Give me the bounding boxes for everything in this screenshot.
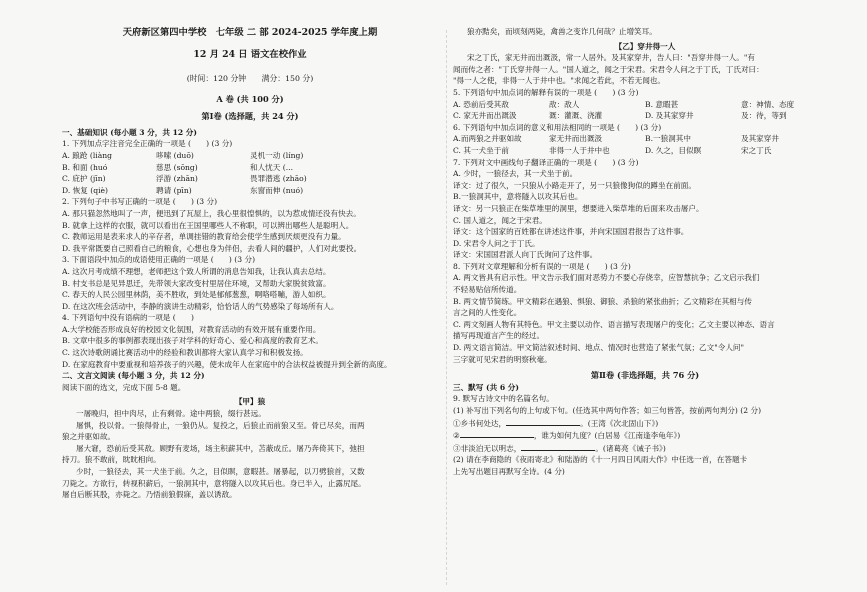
q6-opt-cell: 宋之丁氏 (741, 145, 772, 155)
answer-blank[interactable] (460, 429, 534, 438)
q6-opt-cell: 家无井而出溉汲 (549, 134, 603, 144)
q9-source: ，谁为如何九度？(白居易《江南逢李龟年》) (533, 431, 681, 441)
passage-jia-end: 狼亦黠矣，而顷刻两毙，禽兽之变诈几何哉？止增笑耳。 (467, 27, 657, 36)
q5-opt-cell: B. 意暇甚 (645, 99, 679, 109)
q6-opt-cell: B.一狼洞其中 (645, 134, 691, 144)
q9-source: 。(诸葛亮《诫子书》) (595, 443, 666, 453)
q7-item: C. 国人道之，闻之于宋君。 (453, 215, 547, 225)
q8-line: D. 两文语言简洁。甲文简洁叙述时间、地点、情况时也营造了紧张气氛；乙文"令人问" (453, 343, 745, 353)
q7-item: B.一狼洞其中，意将隧入以攻其后也。 (453, 192, 583, 202)
exam-meta: (时间：120 分钟 满分：150 分) (186, 74, 314, 83)
question-3: 3. 下面语段中加点的成语使用正确的一项是 ( ) (3 分) (62, 255, 256, 265)
q1-opt-cell: 灵机一动 (líng) (250, 150, 304, 160)
q4-option-b: B. 文章中很多的事例都表现出孩子对学科的好奇心、爱心和高度的教育艺术。 (62, 336, 323, 346)
q1-opt-cell (344, 162, 438, 174)
question-1-options (62, 150, 438, 196)
q6-opt-cell: C. 其一犬坐于前 (453, 145, 509, 155)
right-column (453, 0, 837, 592)
q8-line: 描写再现道言产生的经过。 (453, 331, 545, 341)
q9-blank-line-3 (453, 442, 837, 455)
q8-line: 言之间的人性变化。 (453, 308, 522, 318)
q7-item: 译文：过了很久，一只狼从小路走开了，另一只狼像狗似的蹲坐在前面。 (453, 180, 696, 190)
q9-source: 。(王湾《次北固山下》) (580, 418, 659, 428)
q1-opt-cell (344, 185, 438, 197)
q1-opt-cell: C. 庇护 (jīn) (62, 174, 106, 184)
passage-jia-line: 持刀。狼不敢前，眈眈相向。 (62, 455, 161, 465)
column-divider (446, 30, 447, 585)
q5-opt-cell: C. 家无井而出溉汲 (453, 111, 517, 121)
q6-opt-cell: 及其家穿井 (741, 134, 779, 144)
q8-line: 不轻易贴信所传道。 (453, 285, 522, 295)
q2-option-b: B. 就拿上这样的衣服，就可以看出在王国里哪些人不称职，可以辨出哪些人是聪明人。 (62, 220, 354, 230)
question-2: 2. 下列句子中书写正确的一项是 ( ) (3 分) (62, 197, 218, 207)
question-1: 1. 下列加点字注音完全正确的一项是 ( ) (3 分) (62, 139, 233, 149)
q8-line: A. 两文皆具有启示性。甲文告示我们面对恶势力不要心存侥幸，应智慧抗争；乙文启示我们 (453, 273, 760, 283)
q1-opt-cell (344, 173, 438, 185)
passage-jia-line: 屠大窘，恐前后受其敌。顾野有麦场，场主积薪其中，苫蔽成丘。屠乃奔倚其下，弛担 (76, 443, 365, 453)
answer-blank[interactable] (506, 417, 580, 426)
exam-subtitle: 12 月 24 日 语文在校作业 (193, 49, 307, 60)
exam-title: 天府新区第四中学校 七年级 二 部 2024-2025 学年度上期 (122, 27, 378, 38)
q4-option-c: C. 这次诗歌朗诵比赛活动中的经验和教训都将大家认真学习和积极发扬。 (62, 348, 308, 358)
q7-item: A. 少时，一狼径去，其一犬坐于前。 (453, 169, 578, 179)
volume-a-heading: A 卷 (共 100 分) (216, 93, 284, 104)
q5-opt-cell: 意：神情、态度 (741, 99, 795, 109)
passage-jia-line: 狼之并驱如故。 (62, 432, 116, 442)
answer-blank[interactable] (521, 442, 595, 451)
q5-opt-cell: 敌：敌人 (549, 99, 580, 109)
q8-line: C. 两文刻画人物有其特色。甲文主要以动作、语言描写表现屠户的变化；乙文主要以神态、语言 (453, 319, 775, 329)
q1-opt-cell: 慈思 (sōng) (156, 162, 198, 172)
q1-opt-cell: 浮游 (zhān) (156, 174, 198, 184)
part2-heading: 第Ⅱ卷 (非选择题，共 76 分) (590, 370, 700, 381)
passage-jia-line: 屠惧，投以骨。一狼得骨止，一狼仍从。复投之，后狼止而前狼又至。骨已尽矣，而两 (76, 420, 365, 430)
passage-yi-line: 宋之丁氏，家无井而出溉汲，常一人居外。及其家穿井，告人曰："吾穿井得一人。"有 (467, 53, 755, 63)
q5-opt-cell: 及：待，等到 (741, 111, 787, 121)
q5-opt-cell: A. 恐前后受其敌 (453, 99, 509, 109)
section-2-intro: 阅读下面的选文，完成下面 5-8 题。 (62, 382, 186, 392)
q1-opt-cell: 畏罪潜逃 (zhāo) (250, 174, 307, 184)
part1-heading: 第Ⅰ卷 (选择题，共 24 分) (201, 111, 299, 122)
left-column (62, 0, 438, 592)
q6-opt-cell: A.而两狼之并驱如故 (453, 134, 522, 144)
passage-yi-line: "得一人之使，非得一人于井中也。"求闻之若此，不若无闻也。 (453, 76, 666, 86)
passage-yi-line: 闻而传之者："丁氏穿井得一人。"国人道之，闻之于宋君。宋君令人问之于丁氏，丁氏对曰： (453, 64, 764, 74)
q1-opt-cell: 东窗而伸 (nuó) (250, 185, 304, 195)
section-3-heading: 三、默写 (共 6 分) (453, 382, 519, 392)
passage-jia-line: 一屠晚归，担中肉尽，止有剩骨。途中两狼，缀行甚远。 (76, 409, 266, 419)
q7-item: 译文：宋国国君派人向丁氏询问了这件事。 (453, 250, 598, 260)
q4-option-d: D. 在家庭教育中要重视和培养孩子的兴趣，使未成年人在家庭中的合法权益被提升到全新的高度。 (62, 359, 392, 369)
q6-option-row (453, 145, 837, 157)
question-9: 9. 默写古诗文中的名篇名句。 (453, 394, 554, 404)
q6-option-row (453, 133, 837, 145)
q3-option-b: B. 村支书总是见异思迁，先带领大家改变村里居住环境，又帮助大家脱贫致富。 (62, 278, 331, 288)
q4-option-a: A.大学校能否形成良好的校园文化氛围，对教育活动的有效开展有重要作用。 (62, 324, 321, 334)
q1-opt-cell (344, 150, 438, 162)
question-6: 6. 下列语句中加点词的意义和用法相同的一项是 ( ) (3 分) (453, 122, 662, 132)
q9-prompt: ② (453, 431, 460, 441)
question-9-2-cont: 上先写出题目再默写全诗。(4 分) (453, 466, 565, 476)
q9-prompt: ③非淡泊无以明志， (453, 443, 522, 453)
question-7: 7. 下列对文中画线句子翻译正确的一项是 ( ) (3 分) (453, 157, 639, 167)
q1-option-row (62, 150, 438, 162)
q1-opt-cell: D. 恢复 (qiè) (62, 185, 108, 195)
q3-option-d: D. 在这次班会活动中，李静的演讲生动精彩，恰恰话人的气势感染了每场所有人。 (62, 301, 339, 311)
passage-jia-line: 少时，一狼径去，其一犬坐于前。久之，目似瞑，意暇甚。屠暴起，以刀劈狼首，又数 (76, 467, 365, 476)
q1-opt-cell: 和人忧天 (... (250, 162, 293, 172)
section-2-heading: 二、文言文阅读 (每小题 3 分，共 12 分) (62, 371, 205, 381)
q7-item: 译文：这个国家的百姓都在讲述这件事，并向宋国国君报告了这件事。 (453, 227, 689, 237)
q5-option-row (453, 110, 837, 122)
q6-opt-cell: 非得一人于井中也 (549, 145, 610, 155)
q1-opt-cell: 哆嗦 (duō) (156, 150, 194, 160)
question-9-1: (1) 补写出下列名句的上句或下句。(任选其中两句作答；如三句皆答，按前两句判分) (2 分) (453, 406, 762, 415)
q2-option-d: D. 我平常既要自己照看自己的粮食，心想也身为伴侣，去看人间的疆护，人们对此要投。 (62, 243, 362, 253)
q5-opt-cell: 溉：灌溉、浇灌 (549, 111, 603, 121)
q1-option-row (62, 185, 438, 197)
q9-prompt: ①乡书何处达， (453, 418, 507, 428)
passage-jia-line: 屠自后断其股，亦毙之。乃悟前狼假寐，盖以诱敌。 (62, 490, 237, 500)
q3-option-c: C. 春天的人民公园里林荫，美不胜收，到处是郁郁葱葱，啊咯嗒嘣，游人如织。 (62, 290, 331, 300)
question-9-2: (2) 请在李商隐的《夜雨寄北》和陆游的《十一月四日风雨大作》中任选一首，在答题卡 (453, 455, 748, 465)
q1-opt-cell: B. 和面 (huó (62, 162, 108, 172)
q1-option-row (62, 162, 438, 174)
q7-item: D. 宋君令人问之于丁氏。 (453, 238, 540, 248)
q1-opt-cell: A. 踉跄 (liàng (62, 150, 113, 160)
q1-option-row (62, 173, 438, 185)
question-4: 4. 下列语句中没有语病的一项是 ( ) (62, 313, 194, 323)
q7-item: 译文：另一只狼正在柴草堆里的洞里，想要进入柴草堆的后面来攻击屠户。 (453, 203, 704, 213)
q2-option-a: A. 那只猫忽然地叫了一声，便迅到了瓦屋上，我心里很惶惧的，以为惹成情还没有快去。 (62, 208, 361, 218)
q2-option-c: C. 教师运用是表来求人的辛存者，单调挂错的教育给会使学生感到厌烦更没有力量。 (62, 232, 346, 242)
q6-opt-cell: D. 久之，目似瞑 (645, 145, 702, 155)
question-5: 5. 下列语句中加点词的解释有误的一项是 ( ) (3 分) (453, 87, 639, 97)
q1-opt-cell: 聘请 (pīn) (156, 185, 192, 195)
passage-yi-title: 【乙】穿井得一人 (614, 41, 676, 51)
passage-jia-title: 【甲】狼 (234, 397, 266, 407)
q8-line: 三字就可见宋君的明察秋毫。 (453, 354, 552, 364)
q9-blank-line-1 (453, 417, 837, 430)
section-1-heading: 一、基础知识 (每小题 3 分，共 12 分) (62, 127, 197, 137)
q5-opt-cell: D. 及其家穿井 (645, 111, 694, 121)
q3-option-a: A. 这次月考成绩不理想，老师把这个致人所谓的消息告知我，让我认真去总结。 (62, 266, 331, 276)
passage-jia-line: 刀毙之。方欲行，转视积薪后，一狼洞其中，意将隧入以攻其后也。身已半入，止露尻尾。 (62, 478, 366, 488)
q8-line: B. 两文情节简练。甲文精彩在遇狼、惧狼、御狼、杀狼的紧张曲折；乙文精彩在其相与传 (453, 296, 752, 306)
q9-blank-line-2 (453, 429, 837, 442)
q5-option-row (453, 99, 837, 111)
question-8: 8. 下列对文章理解和分析有误的一项是 ( ) (3 分) (453, 261, 631, 271)
